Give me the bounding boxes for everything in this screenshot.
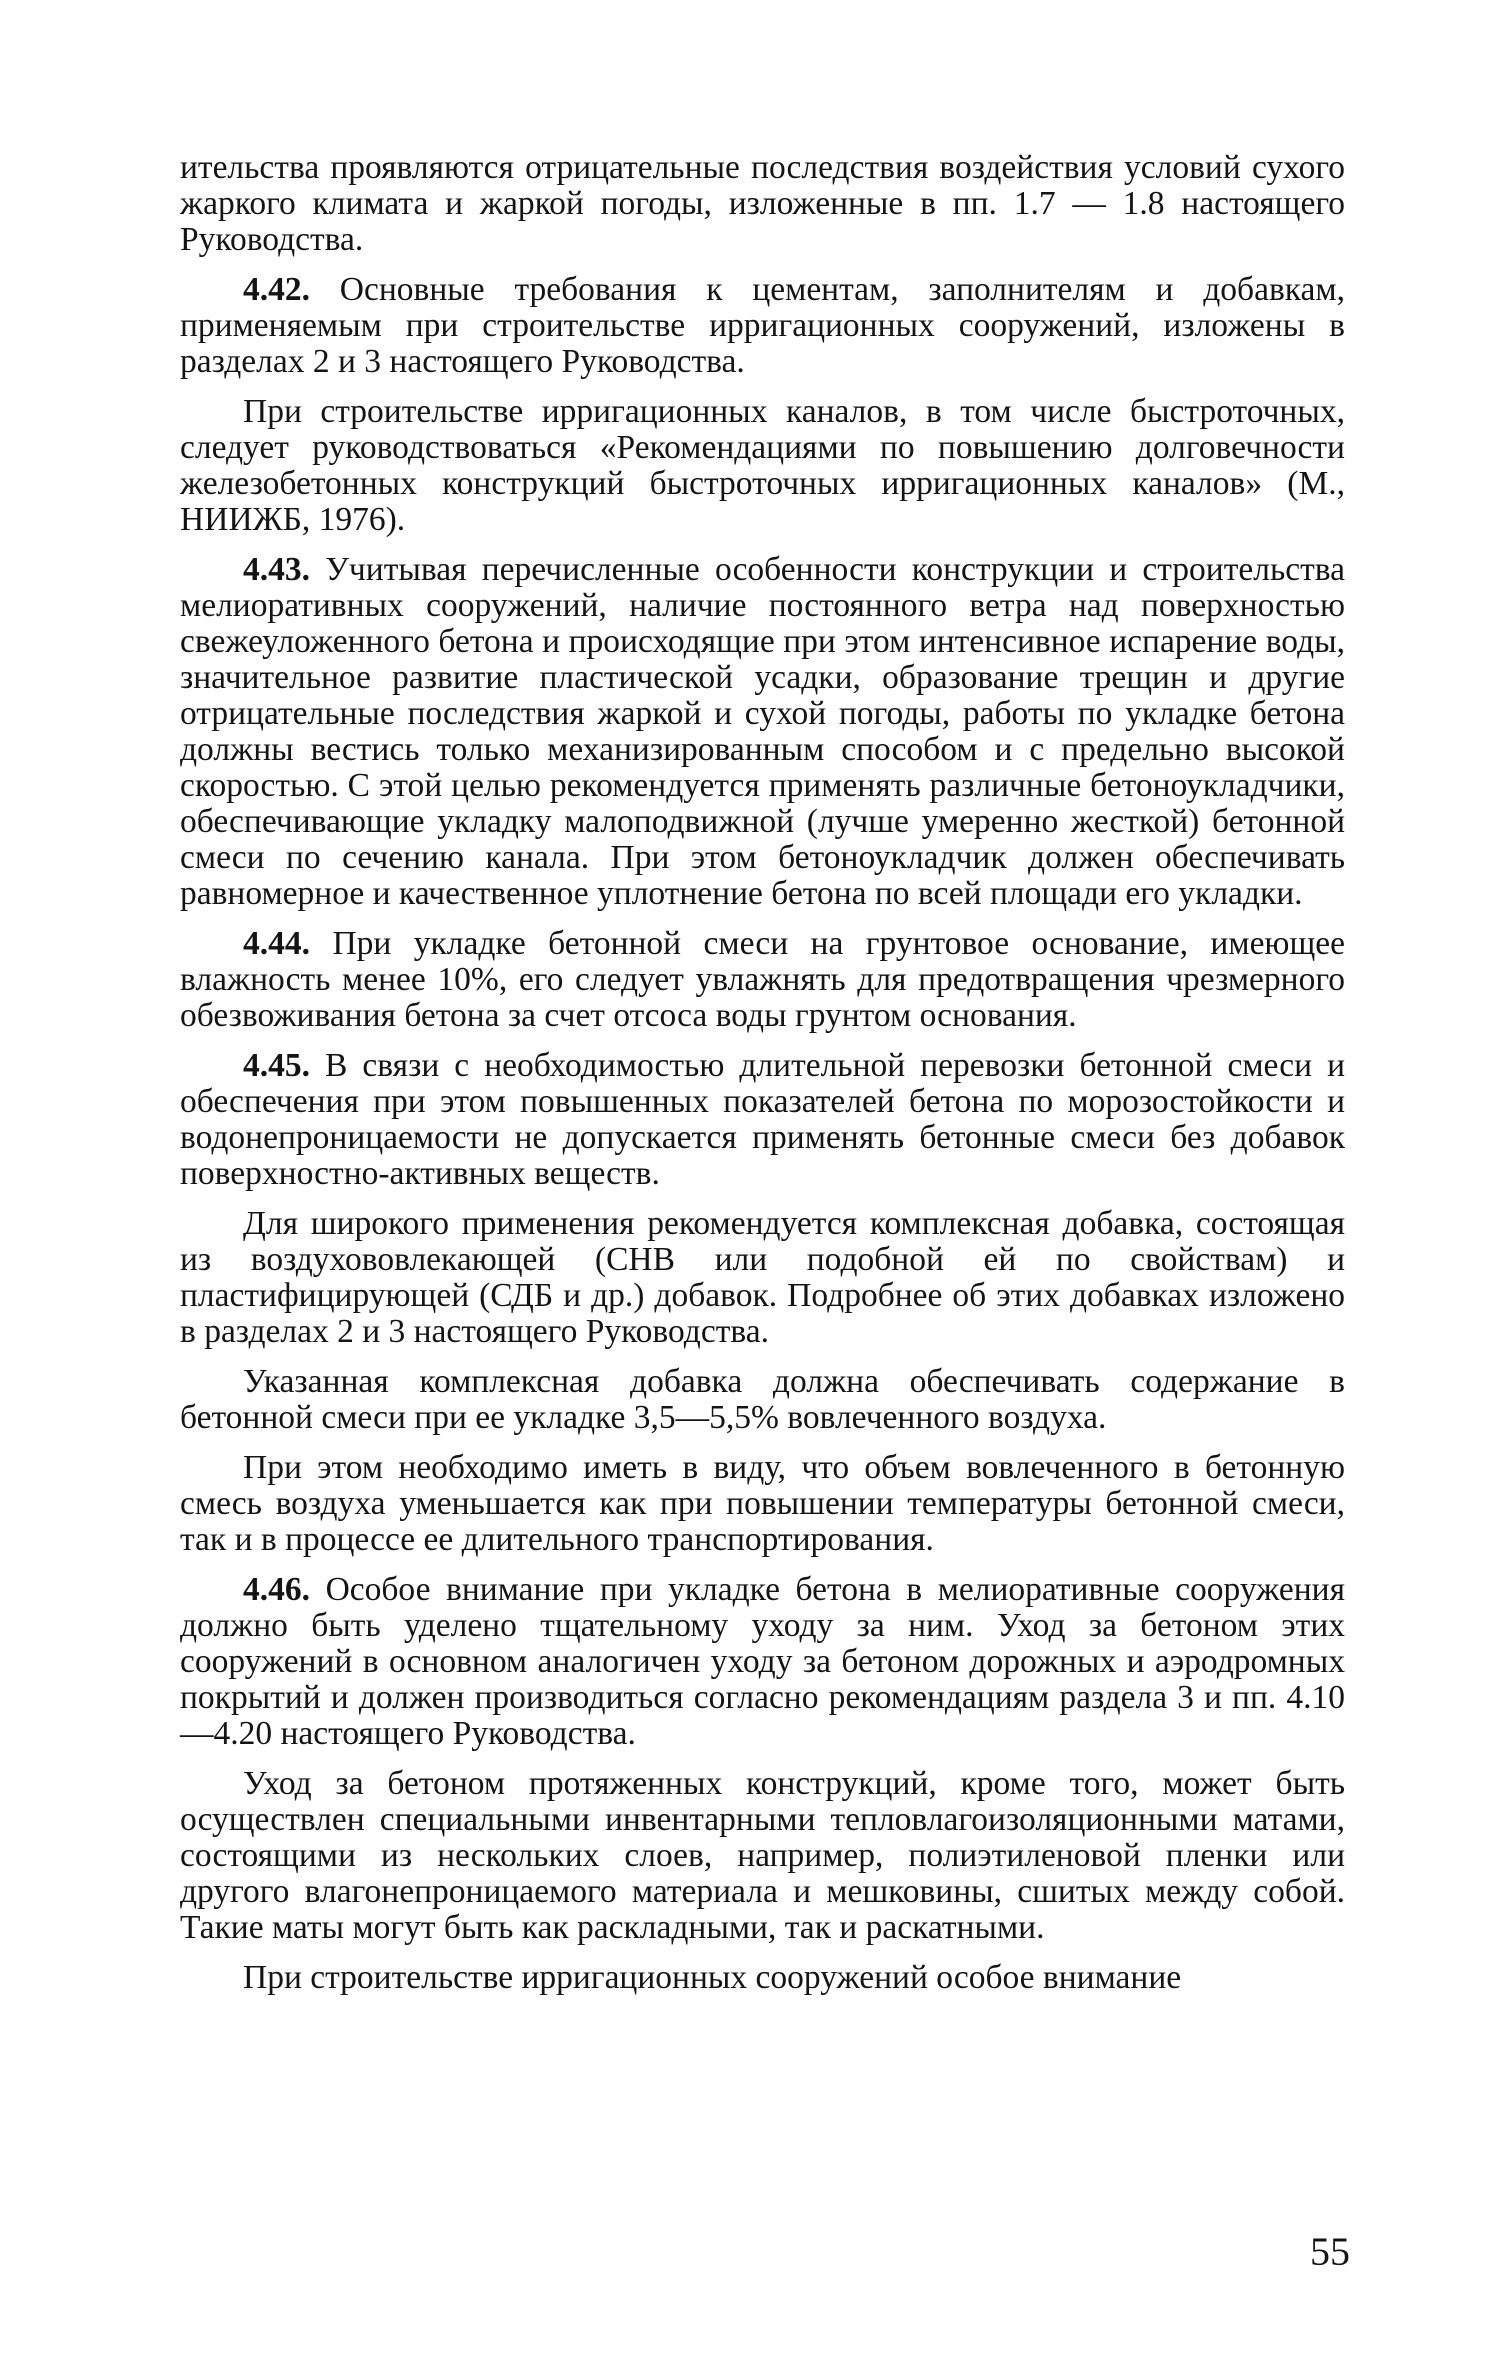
paragraph-text: Указанная комплексная добавка должна обеспечивать содержание в бетонной смеси при ее укладке 3,5—5,5% вовлеченного воздуха. <box>180 1363 1345 1436</box>
clause-4-45 <box>180 1048 1345 1192</box>
clause-number: 4.44. <box>243 925 310 962</box>
paragraph-air-content <box>180 1364 1345 1436</box>
paragraph-text: Для широкого применения рекомендуется комплексная добавка, состоящая из воздухововлекающей (СНВ или подобной ей по свойствам) и пластифицирующей (СДБ и др.) добавок. Подробнее об этих добавках изложено в разделах 2 и 3 настоящего Руководства. <box>180 1205 1345 1350</box>
paragraph-text: При этом необходимо иметь в виду, что объем вовлеченного в бетонную смесь воздуха уменьшается как при повышении температуры бетонной смеси, так и в процессе ее длительного транспортирования. <box>180 1449 1345 1558</box>
paragraph-curing-mats <box>180 1766 1345 1946</box>
clause-4-46 <box>180 1572 1345 1752</box>
clause-number: 4.45. <box>243 1047 310 1084</box>
clause-4-43 <box>180 552 1345 912</box>
paragraph-air-reduction <box>180 1450 1345 1558</box>
paragraph-continuation <box>180 150 1345 258</box>
paragraph-text: ительства проявляются отрицательные последствия воздействия условий сухого жаркого климата и жаркой погоды, изложенные в пп. 1.7 — 1.8 настоящего Руководства. <box>180 149 1345 258</box>
paragraph-text: В связи с необходимостью длительной перевозки бетонной смеси и обеспечения при этом повышенных показателей бетона по морозостойкости и водонепроницаемости не допускается применять бетонные смеси без добавок поверхностно-активных веществ. <box>180 1047 1345 1192</box>
paragraph-text: Уход за бетоном протяженных конструкций, кроме того, может быть осуществлен специальными инвентарными тепловлагоизоляционными матами, состоящими из нескольких слоев, например, полиэтиленовой пленки или другого влагонепроницаемого материала и мешковины, сшитых между собой. Такие маты могут быть как раскладными, так и раскатными. <box>180 1765 1345 1946</box>
clause-4-44 <box>180 926 1345 1034</box>
paragraph-text: Основные требования к цементам, заполнителям и добавкам, применяемым при строительстве ирригационных сооружений, изложены в разделах 2 и 3 настоящего Руководства. <box>180 271 1345 380</box>
document-page <box>180 150 1345 2010</box>
paragraph-text: Особое внимание при укладке бетона в мелиоративные сооружения должно быть уделено тщательному уходу за ним. Уход за бетоном этих сооружений в основном аналогичен уходу за бетоном дорожных и аэродромных покрытий и должен производиться согласно рекомендациям раздела 3 и пп. 4.10—4.20 настоящего Руководства. <box>180 1571 1345 1752</box>
page-number: 55 <box>1310 2229 1350 2274</box>
clause-number: 4.43. <box>243 551 310 588</box>
clause-number: 4.42. <box>243 271 310 308</box>
paragraph-text: При строительстве ирригационных каналов, в том числе быстроточных, следует руководствоваться «Рекомендациями по повышению долговечности железобетонных конструкций быстроточных ирригационных каналов» (М., НИИЖБ, 1976). <box>180 393 1345 538</box>
clause-4-42 <box>180 272 1345 380</box>
paragraph-final-line <box>180 1960 1345 1996</box>
clause-number: 4.46. <box>243 1571 310 1608</box>
paragraph-text: При укладке бетонной смеси на грунтовое основание, имеющее влажность менее 10%, его следует увлажнять для предотвращения чрезмерного обезвоживания бетона за счет отсоса воды грунтом основания. <box>180 925 1345 1034</box>
paragraph-text: При строительстве ирригационных сооружений особое внимание <box>243 1959 1182 1996</box>
paragraph-complex-additive <box>180 1206 1345 1350</box>
paragraph-text: Учитывая перечисленные особенности конструкции и строительства мелиоративных сооружений, наличие постоянного ветра над поверхностью свежеуложенного бетона и происходящие при этом интенсивное испарение воды, значительное развитие пластической усадки, образование трещин и другие отрицательные последствия жаркой и сухой погоды, работы по укладке бетона должны вестись только механизированным способом и с предельно высокой скоростью. С этой целью рекомендуется применять различные бетоноукладчики, обеспечивающие укладку малоподвижной (лучше умеренно жесткой) бетонной смеси по сечению канала. При этом бетоноукладчик должен обеспечивать равномерное и качественное уплотнение бетона по всей площади его укладки. <box>180 551 1345 912</box>
paragraph-irrigation-canals <box>180 394 1345 538</box>
